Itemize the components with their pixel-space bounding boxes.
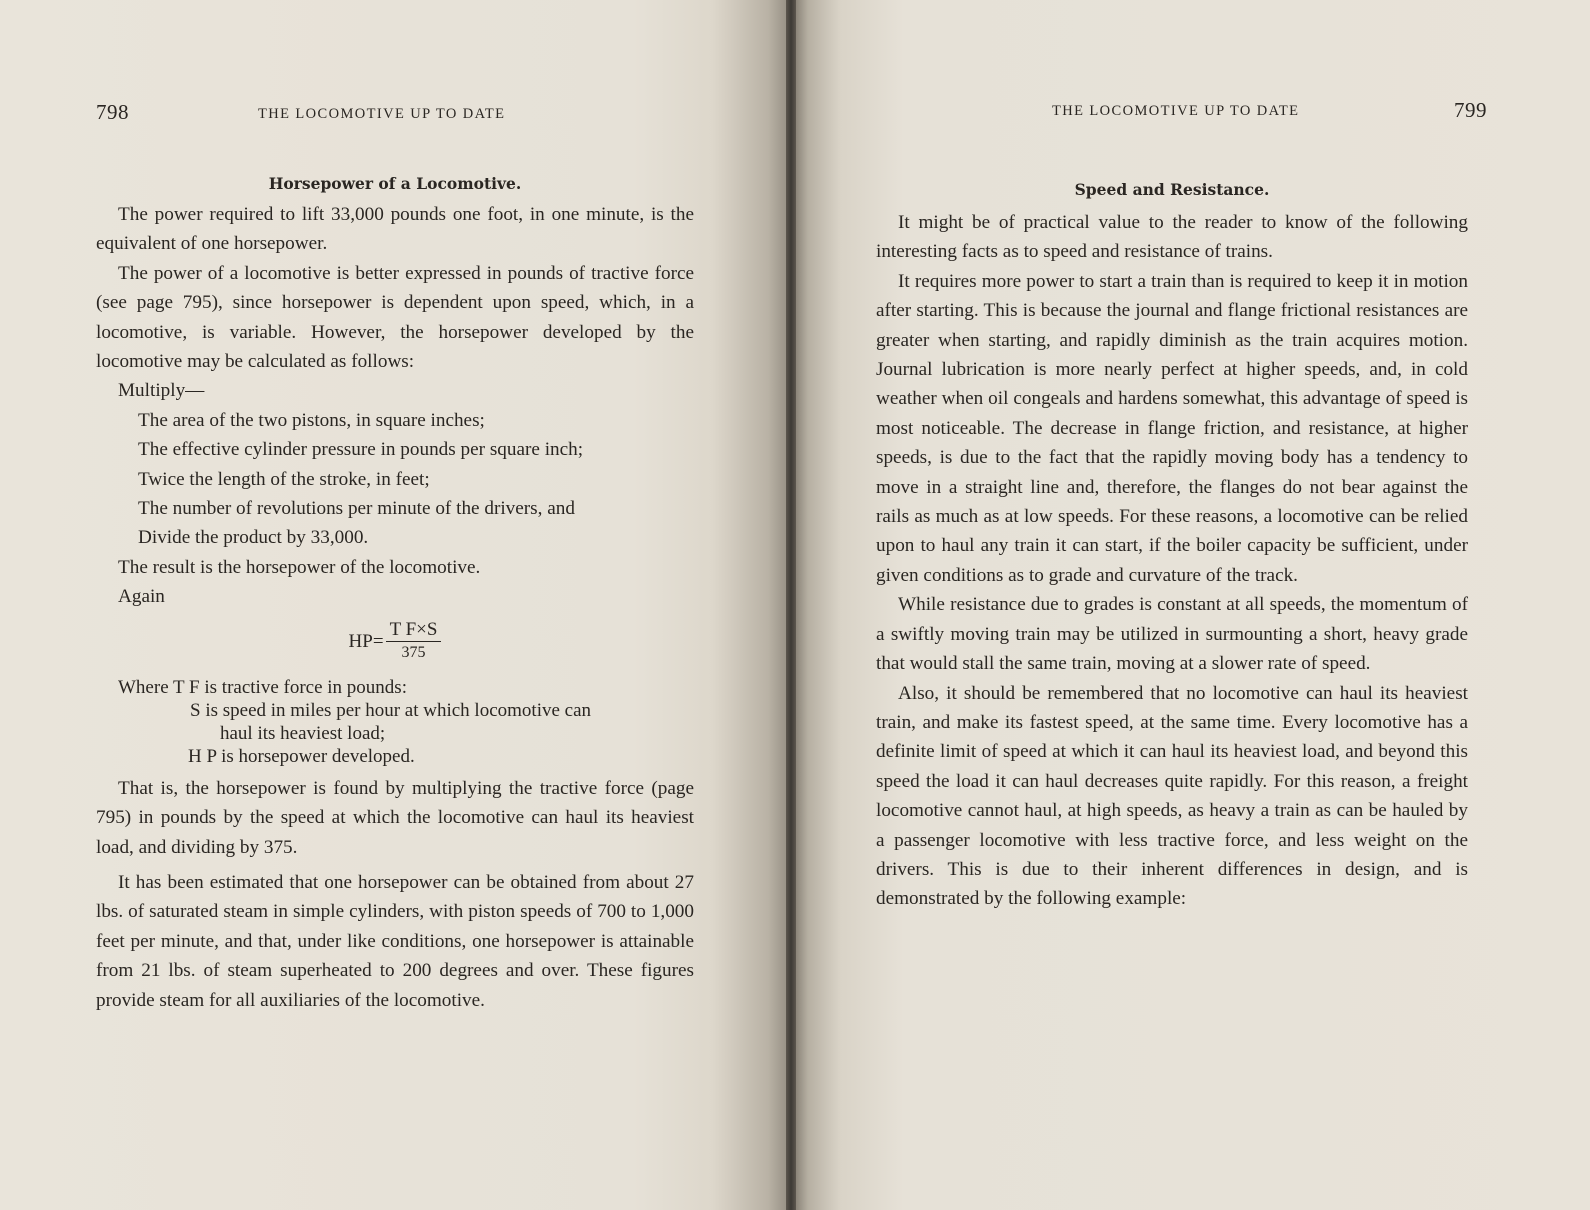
formula-numerator: T F×S (386, 619, 442, 642)
definition: S is speed in miles per hour at which locomotive can (190, 699, 592, 721)
horsepower-formula (96, 614, 694, 670)
paragraph: Also, it should be remembered that no locomotive can haul its heaviest train, and make its fastest speed, at the same time. Every locomotive has a definite limit of speed at which it can haul its heaviest load, and beyond this speed the load it can haul decreases quite rapidly. For this reason, a freight locomotive cannot haul, at high speeds, as heavy a train as can be hauled by a passenger locomotive with less tractive force, and less weight on the drivers. This is due to their inherent differences in design, and is demonstrated by the following example: (876, 682, 1468, 910)
paragraph: The power required to lift 33,000 pounds one foot, in one minute, is the equivalent of one horsepower. (96, 204, 694, 255)
definition: haul its heaviest load; (220, 722, 386, 744)
running-head: THE LOCOMOTIVE UP TO DATE (258, 106, 506, 122)
page-number: 799 (1454, 98, 1487, 122)
list-item: Divide the product by 33,000. (138, 527, 369, 549)
formula-denominator: 375 (401, 644, 426, 662)
formula-lhs: HP= (348, 630, 384, 652)
running-head: THE LOCOMOTIVE UP TO DATE (1052, 103, 1300, 119)
paragraph: While resistance due to grades is constant at all speeds, the momentum of a swiftly moving train may be utilized in surmounting a short, heavy grade that would stall the same train, moving at a slower rate of speed. (876, 594, 1468, 675)
paragraph: It requires more power to start a train than is required to keep it in motion after starting. This is because the journal and flange frictional resistances are greater when starting, and rapidly diminish as the train acquires motion. Journal lubrication is more nearly perfect at higher speeds, and, in cold weather when oil congeals and hardens somewhat, this advantage of speed is most noticeable. The decrease in flange friction, and resistance, at higher speeds, is due to the fact that the rapidly moving body has a tendency to move in a straight line and, therefore, the flanges do not bear against the rails as much as at low speeds. For these reasons, a locomotive can be relied upon to haul any train it can start, if the boiler capacity be sufficient, under given conditions as to grade and curvature of the track. (876, 270, 1468, 586)
page-number: 798 (96, 100, 129, 124)
definition: H P is horsepower developed. (188, 745, 415, 767)
left-page (0, 0, 792, 1210)
section-heading: Horsepower of a Locomotive. (268, 174, 522, 193)
formula-definitions (96, 676, 694, 768)
paragraph: The power of a locomotive is better expressed in pounds of tractive force (see page 795), since horsepower is dependent upon speed, which, in a locomotive, is variable. However, the horsepower developed by the locomotive may be calculated as follows: (96, 262, 694, 373)
calculation-steps (96, 406, 694, 553)
right-page (792, 0, 1590, 1210)
book-gutter (786, 0, 796, 1210)
multiply-label: Multiply— (118, 380, 205, 402)
definition: Where T F is tractive force in pounds: (118, 676, 407, 698)
paragraph: That is, the horsepower is found by multiplying the tractive force (page 795) in pounds by the speed at which the locomotive can haul its heaviest load, and dividing by 375. (96, 777, 694, 858)
list-item: The area of the two pistons, in square inches; (138, 409, 485, 431)
right-page-text (876, 208, 1468, 914)
list-item: The number of revolutions per minute of the drivers, and (138, 498, 575, 520)
list-item: Twice the length of the stroke, in feet; (138, 468, 430, 490)
paragraph: It might be of practical value to the reader to know of the following interesting facts as to speed and resistance of trains. (876, 212, 1468, 263)
list-item: The effective cylinder pressure in pounds per square inch; (138, 439, 584, 461)
result-text: The result is the horsepower of the locomotive. (118, 556, 481, 578)
section-heading: Speed and Resistance. (1074, 180, 1270, 199)
paragraph: It has been estimated that one horsepower can be obtained from about 27 lbs. of saturated steam in simple cylinders, with piston speeds of 700 to 1,000 feet per minute, and that, under like conditions, one horsepower is attainable from 21 lbs. of steam superheated to 200 degrees and over. These figures provide steam for all auxiliaries of the locomotive. (96, 871, 694, 1011)
formula-fraction (386, 619, 442, 664)
left-page-text (96, 200, 694, 1015)
again-text: Again (118, 586, 165, 608)
